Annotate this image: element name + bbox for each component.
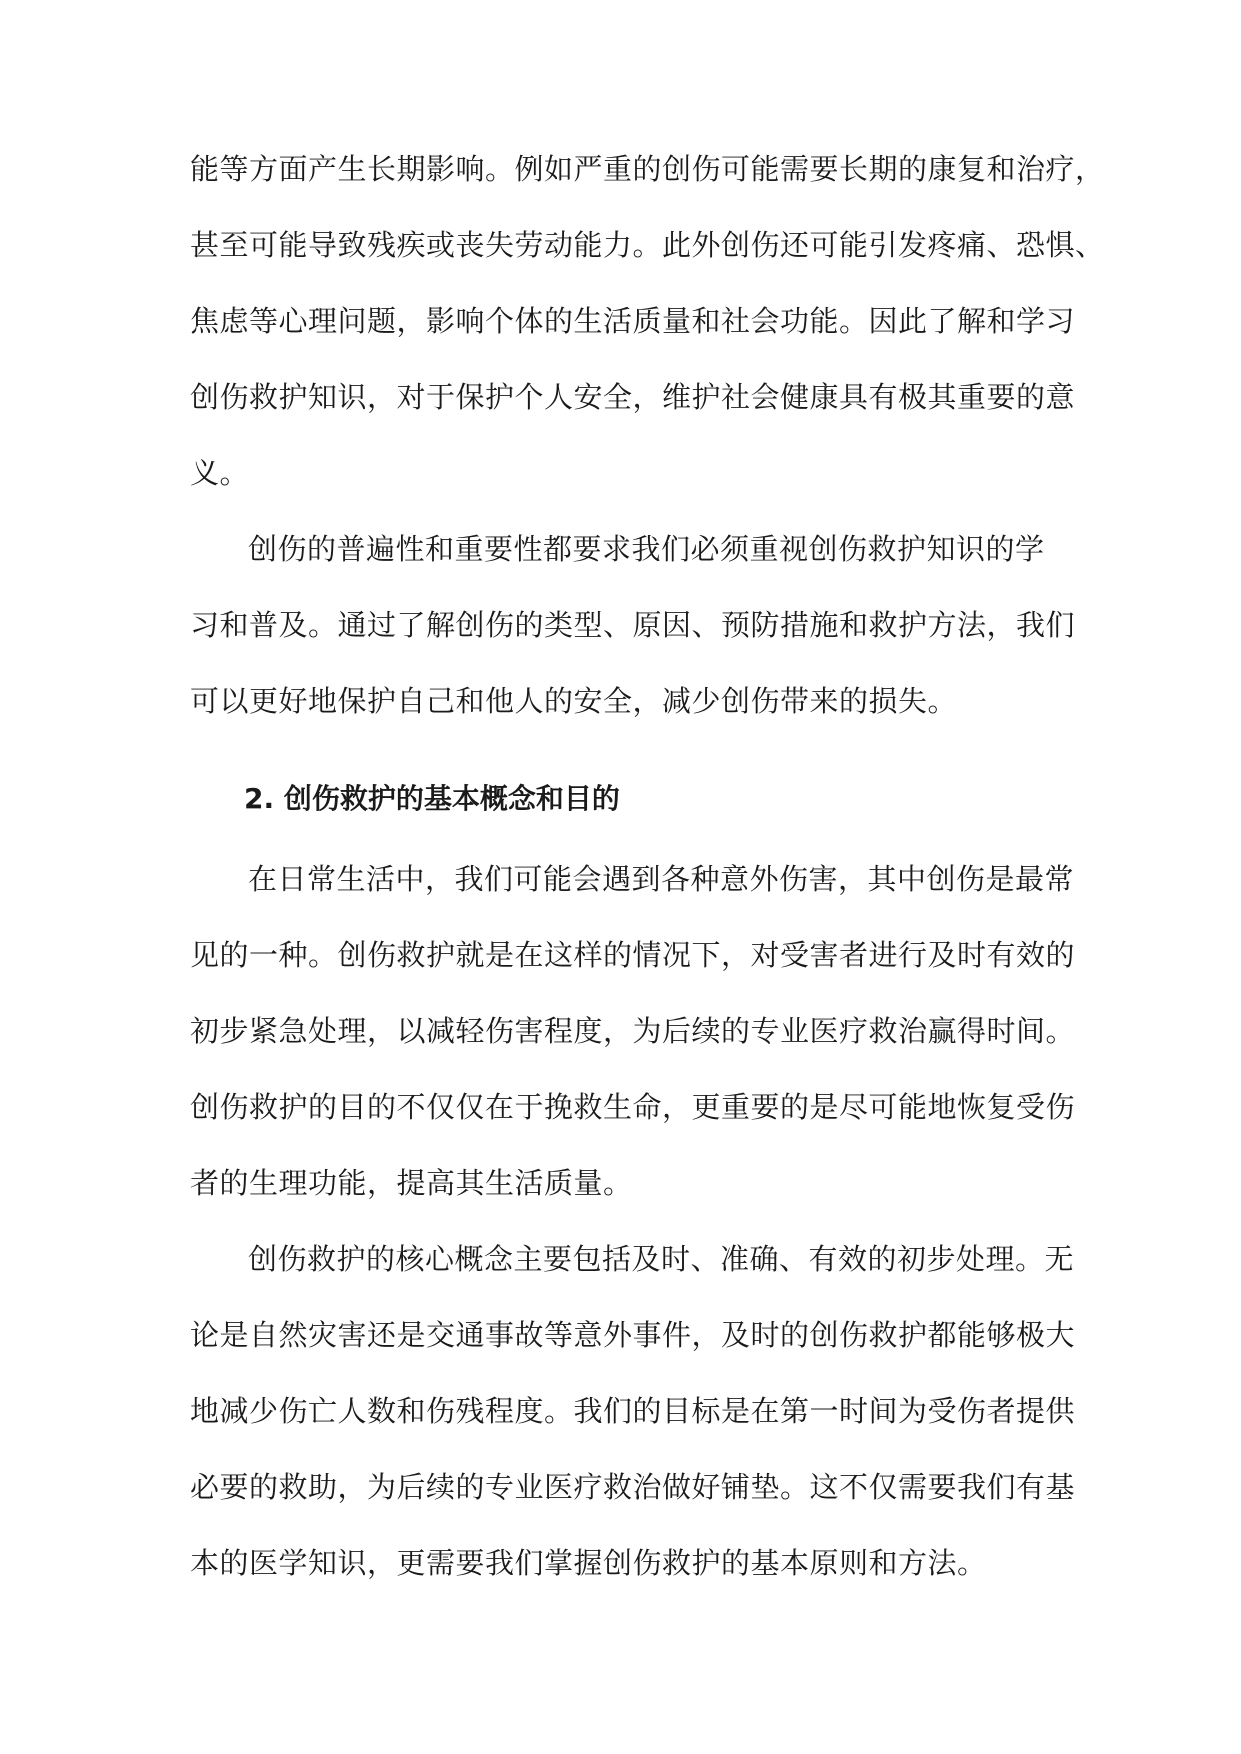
text-line: 初步紧急处理，以减轻伤害程度，为后续的专业医疗救治赢得时间。 <box>190 1014 1076 1048</box>
text-line: 创伤救护的核心概念主要包括及时、准确、有效的初步处理。无 <box>248 1242 1075 1276</box>
text-line: 甚至可能导致残疾或丧失劳动能力。此外创伤还可能引发疼痛、恐惧、 <box>190 228 1105 262</box>
text-line: 义。 <box>190 456 250 490</box>
text-line: 本的医学知识，更需要我们掌握创伤救护的基本原则和方法。 <box>190 1546 987 1580</box>
text-line: 论是自然灾害还是交通事故等意外事件，及时的创伤救护都能够极大 <box>190 1318 1076 1352</box>
text-line: 可以更好地保护自己和他人的安全，减少创伤带来的损失。 <box>190 684 958 718</box>
text-line: 创伤救护的目的不仅仅在于挽救生命，更重要的是尽可能地恢复受伤 <box>190 1090 1076 1124</box>
text-line: 地减少伤亡人数和伤残程度。我们的目标是在第一时间为受伤者提供 <box>190 1394 1076 1428</box>
text-line: 创伤的普遍性和重要性都要求我们必须重视创伤救护知识的学 <box>248 532 1045 566</box>
text-line: 创伤救护知识，对于保护个人安全，维护社会健康具有极其重要的意 <box>190 380 1076 414</box>
text-line: 能等方面产生长期影响。例如严重的创伤可能需要长期的康复和治疗， <box>190 152 1105 186</box>
text-line: 见的一种。创伤救护就是在这样的情况下，对受害者进行及时有效的 <box>190 938 1076 972</box>
text-line: 在日常生活中，我们可能会遇到各种意外伤害，其中创伤是最常 <box>248 862 1075 896</box>
section-heading: 2. 创伤救护的基本概念和目的 <box>244 782 620 815</box>
text-line: 焦虑等心理问题，影响个体的生活质量和社会功能。因此了解和学习 <box>190 304 1076 338</box>
text-line: 者的生理功能，提高其生活质量。 <box>190 1166 633 1200</box>
text-line: 习和普及。通过了解创伤的类型、原因、预防措施和救护方法，我们 <box>190 608 1076 642</box>
text-line: 必要的救助，为后续的专业医疗救治做好铺垫。这不仅需要我们有基 <box>190 1470 1076 1504</box>
